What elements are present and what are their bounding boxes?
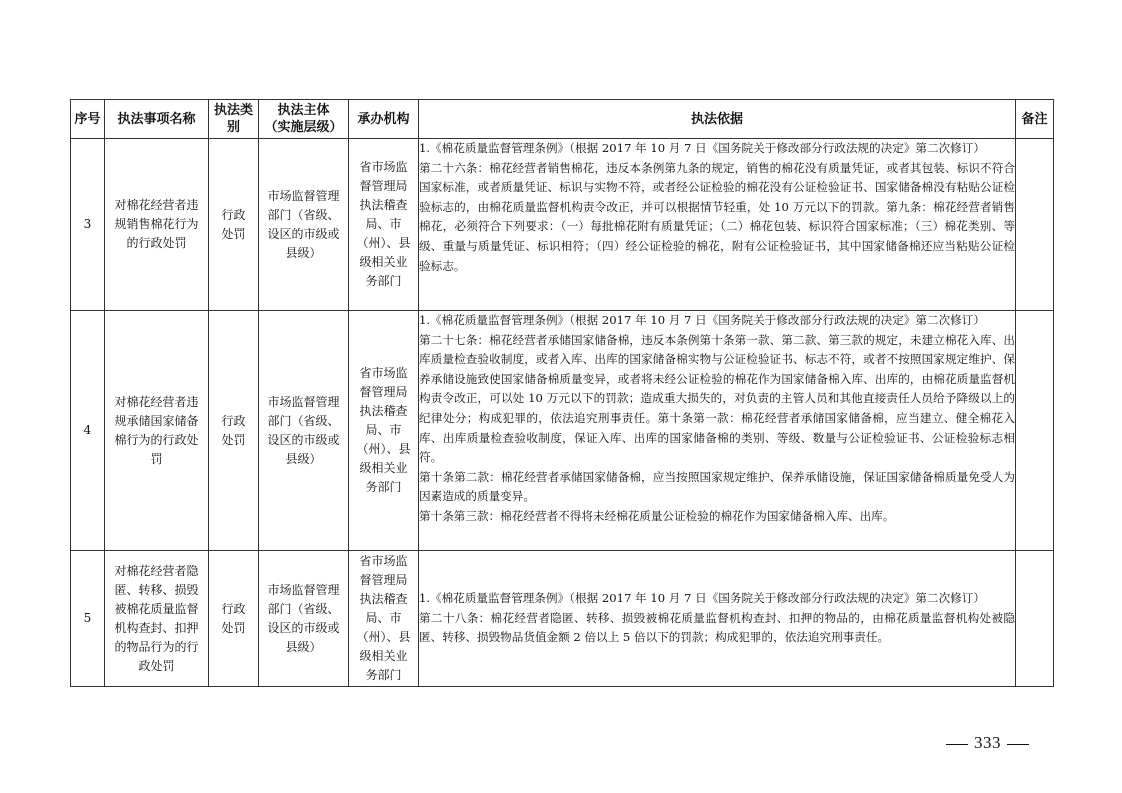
row-item-name-text: 对棉花经营者违规销售棉花行为的行政处罚 [114, 198, 199, 250]
row-basis [419, 311, 1016, 551]
page-dash-right [1007, 744, 1029, 745]
page-dash-left [946, 744, 968, 745]
row-category [209, 139, 259, 311]
header-subject-line1: 执法主体 [277, 103, 330, 118]
table-row [71, 551, 1054, 687]
row-item-name [105, 139, 209, 311]
row-subject [259, 311, 349, 551]
header-subject-line2: （实施层级） [264, 120, 343, 135]
row-remark [1016, 139, 1054, 311]
basis-paragraph: 第二十七条：棉花经营者承储国家储备棉，违反本条例第十条第一款、第二款、第三款的规定，未建立棉花入库、出库质量检查验收制度，或者入库、出库的国家储备棉实物与公证检验证书、标志不符，或者不按照国家规定维护、保养承储设施致使国家储备棉质量变异，或者将未经公证检验的棉花作为国家储备棉入库、出库的，由棉花质量监督机构责令改正，可以处 10 万元以下的罚款；造成重大损失的，对负责的主管人员和其他直接责任人员给予降级以上的纪律处分；构成犯罪的，依法追究刑事责任。第十条第一款：棉花经营者承储国家储备棉，应当建立、健全棉花入库、出库质量检查验收制度，保证入库、出库的国家储备棉的类别、等级、数量与公证检验证书、公证检验标志相符。 [419, 332, 1015, 465]
row-item-name-text: 对棉花经营者违规承储国家储备棉行为的行政处罚 [114, 394, 199, 466]
row-agency-text: 省市场监督管理局执法稽查局、市（州）、县级相关业务部门 [356, 160, 411, 288]
row-category-text: 行政处罚 [221, 413, 246, 447]
row-agency-text: 省市场监督管理局执法稽查局、市（州）、县级相关业务部门 [356, 366, 411, 494]
page-number [940, 733, 1035, 753]
row-subject-text: 市场监督管理部门（省级、设区的市级或县级） [267, 394, 340, 466]
row-subject [259, 551, 349, 687]
basis-paragraph: 第二十八条：棉花经营者隐匿、转移、损毁被棉花质量监督机构查封、扣押的物品的，由棉花质量监督机构处被隐匿、转移、损毁物品货值金额 2 倍以上 5 倍以下的罚款；构成犯罪的，依法追究刑事责任。 [419, 610, 1015, 645]
header-seq: 序号 [71, 100, 105, 139]
row-agency-text: 省市场监督管理局执法稽查局、市（州）、县级相关业务部门 [356, 554, 411, 682]
basis-paragraph: 第二十六条：棉花经营者销售棉花，违反本条例第九条的规定，销售的棉花没有质量凭证，或者其包装、标识不符合国家标准，或者质量凭证、标识与实物不符，或者经公证检验的棉花没有公证检验证书、国家储备棉没有粘贴公证检验标志的，由棉花质量监督机构责令改正，并可以根据情节轻重，处 10 万元以下的罚款。第九条：棉花经营者销售棉花，必须符合下列要求：（一）每批棉花附有质量凭证；（二）棉花包装、标识符合国家标准；（三）棉花类别、等级、重量与质量凭证、标识相符；（四）经公证检验的棉花，附有公证检验证书，其中国家储备棉还应当粘贴公证检验标志。 [419, 160, 1015, 273]
row-subject [259, 139, 349, 311]
row-subject-text: 市场监督管理部门（省级、设区的市级或县级） [267, 582, 340, 654]
row-item-name-text: 对棉花经营者隐匿、转移、损毁被棉花质量监督机构查封、扣押的物品行为的行政处罚 [114, 563, 199, 673]
row-seq: 3 [71, 139, 105, 311]
header-item-name: 执法事项名称 [105, 100, 209, 139]
row-category-text: 行政处罚 [221, 601, 246, 635]
row-category [209, 311, 259, 551]
row-remark [1016, 551, 1054, 687]
basis-paragraph: 第十条第三款：棉花经营者不得将未经棉花质量公证检验的棉花作为国家储备棉入库、出库。 [419, 508, 895, 523]
header-agency: 承办机构 [349, 100, 419, 139]
basis-paragraph: 1.《棉花质量监督管理条例》（根据 2017 年 10 月 7 日《国务院关于修改部分行政法规的决定》第二次修订） [419, 591, 985, 606]
row-seq: 4 [71, 311, 105, 551]
basis-paragraph: 1.《棉花质量监督管理条例》（根据 2017 年 10 月 7 日《国务院关于修改部分行政法规的决定》第二次修订） [419, 313, 985, 327]
row-agency [349, 551, 419, 687]
row-basis [419, 139, 1016, 311]
header-category: 执法类别 [209, 100, 259, 139]
row-basis [419, 551, 1016, 687]
header-subject [259, 100, 349, 139]
header-row [71, 100, 1054, 139]
header-remark: 备注 [1016, 100, 1054, 139]
basis-paragraph: 1.《棉花质量监督管理条例》（根据 2017 年 10 月 7 日《国务院关于修改部分行政法规的决定》第二次修订） [419, 141, 985, 155]
row-category-text: 行政处罚 [221, 207, 246, 241]
table-row [71, 139, 1054, 311]
row-item-name [105, 551, 209, 687]
row-agency [349, 311, 419, 551]
header-basis: 执法依据 [419, 100, 1016, 139]
row-agency [349, 139, 419, 311]
row-seq: 5 [71, 551, 105, 687]
enforcement-table [70, 99, 1054, 687]
row-category [209, 551, 259, 687]
basis-paragraph: 第十条第二款：棉花经营者承储国家储备棉，应当按照国家规定维护、保养承储设施，保证国家储备棉质量免受人为因素造成的质量变异。 [419, 469, 1015, 504]
row-subject-text: 市场监督管理部门（省级、设区的市级或县级） [267, 188, 340, 260]
row-remark [1016, 311, 1054, 551]
page-number-text: 333 [974, 733, 1001, 752]
row-item-name [105, 311, 209, 551]
table-row [71, 311, 1054, 551]
